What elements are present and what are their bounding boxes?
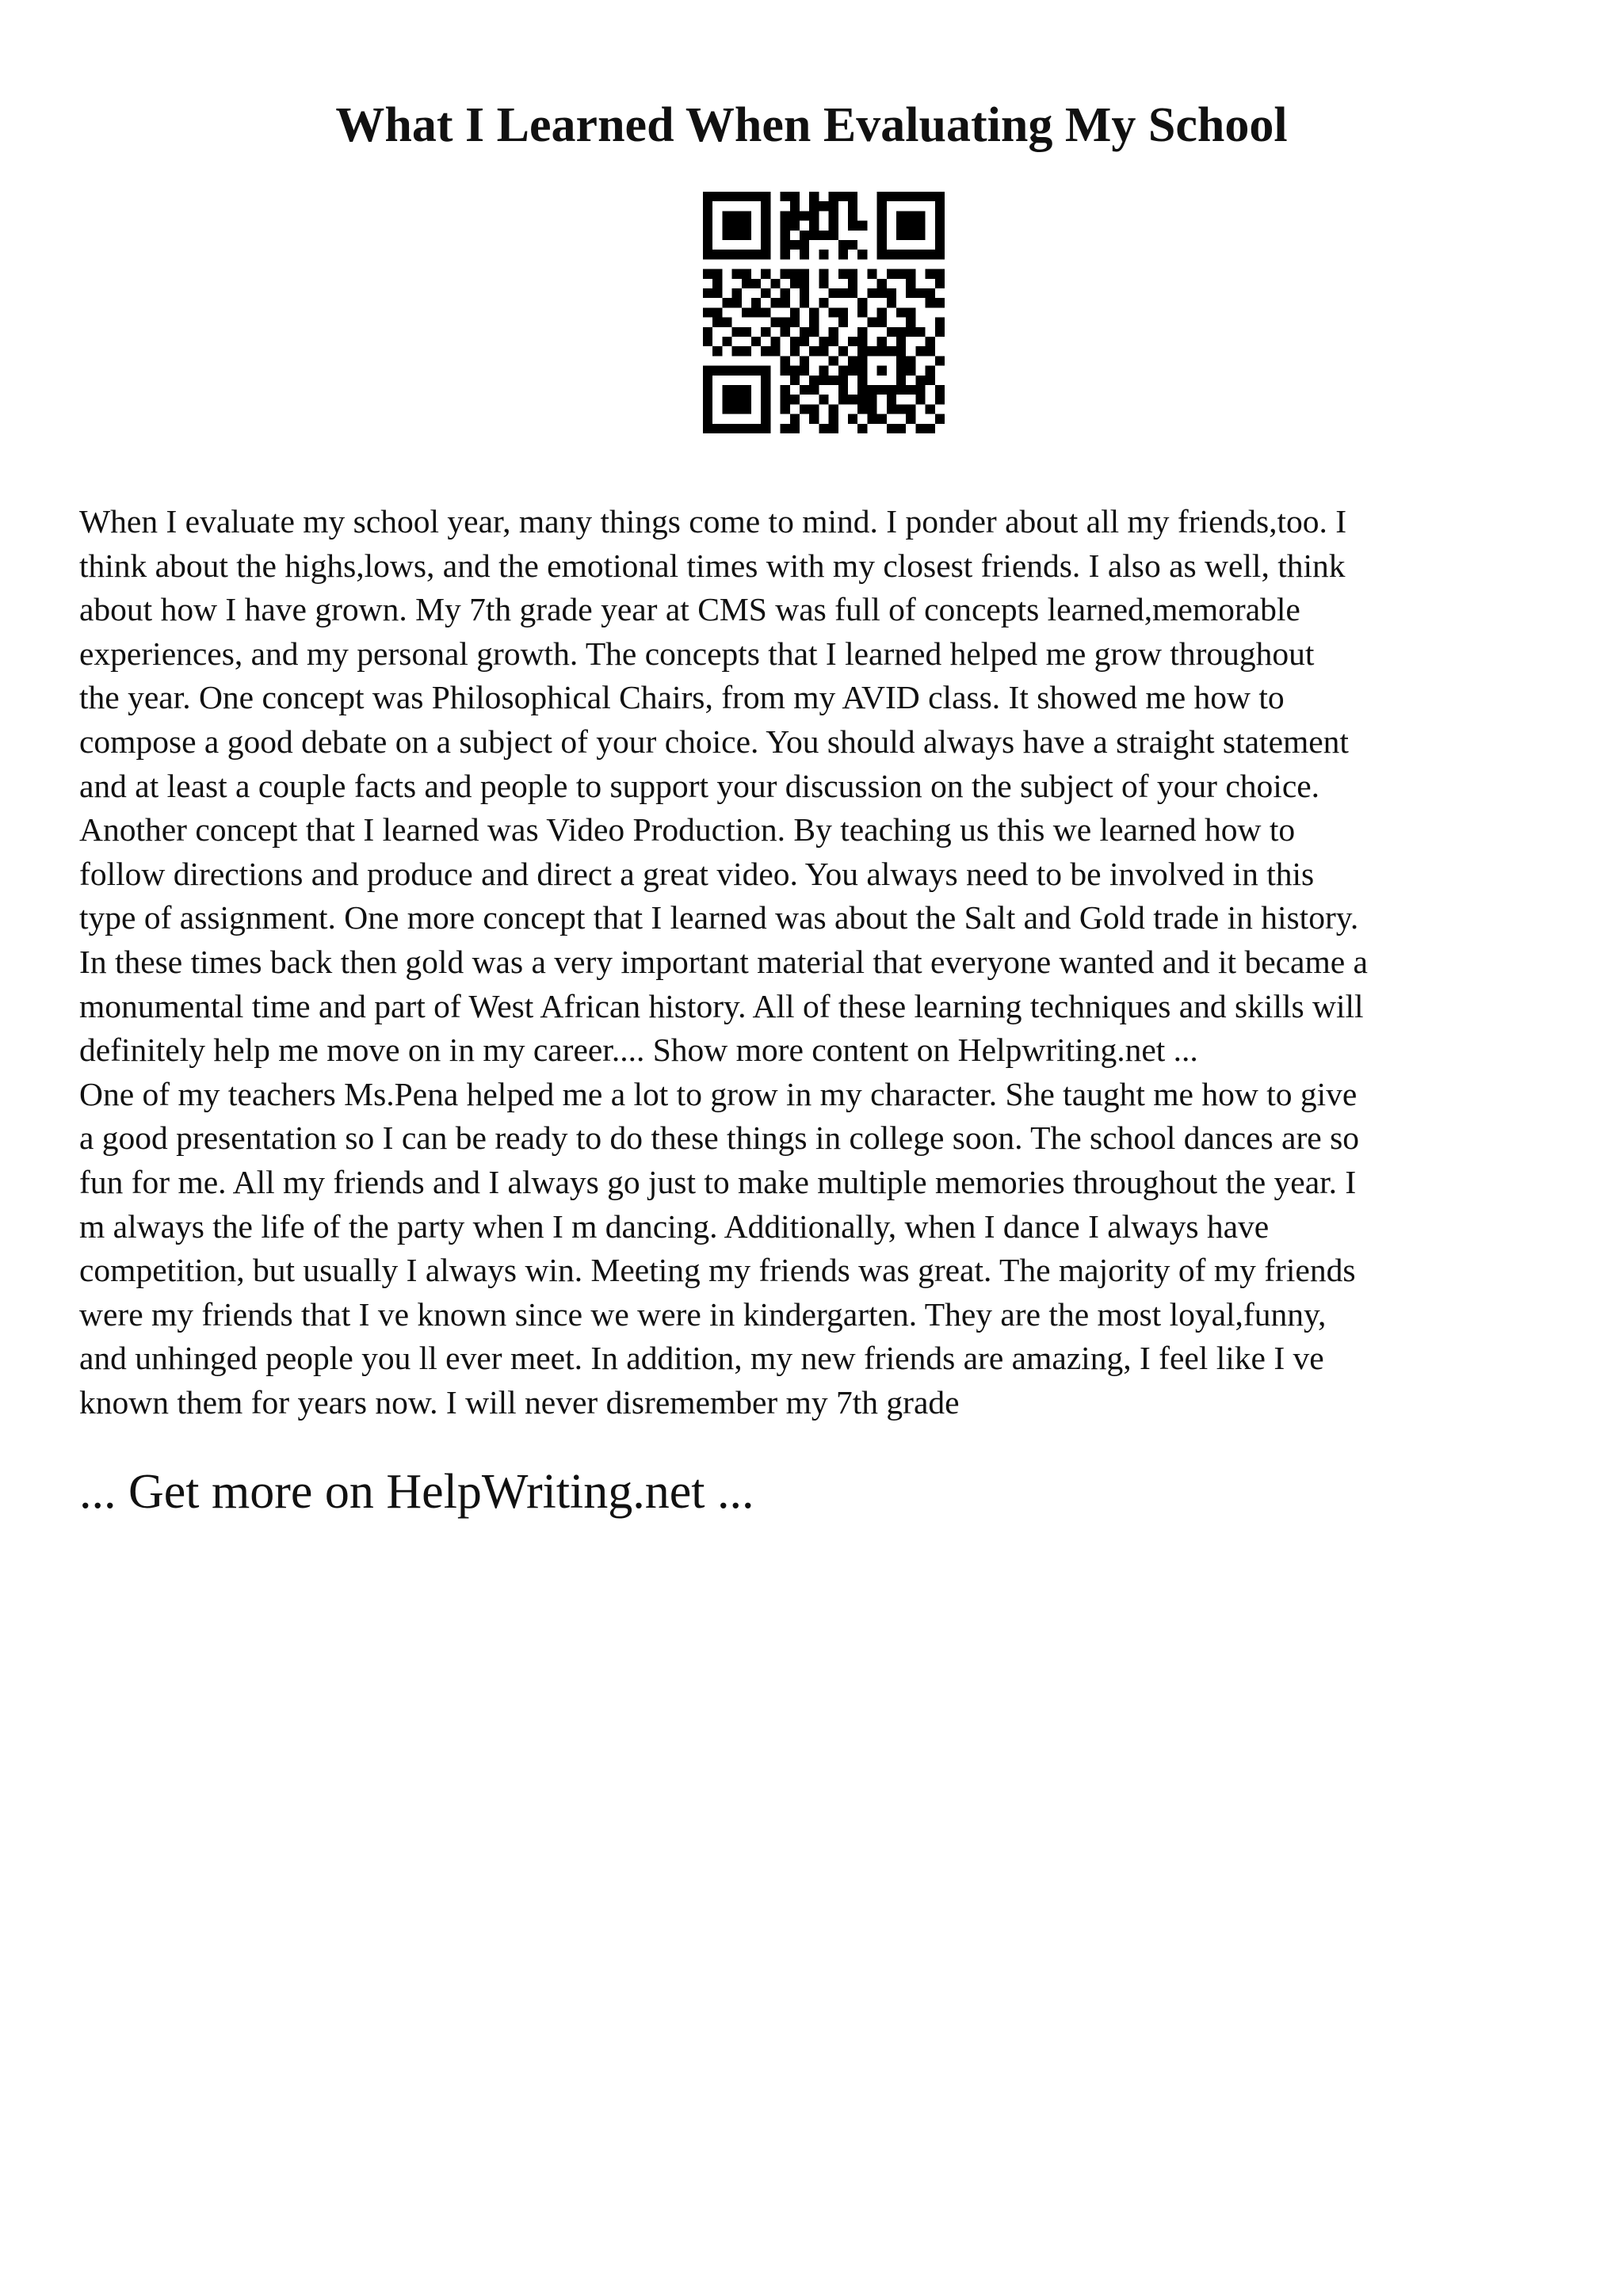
- paragraph-1: [79, 500, 1545, 1073]
- text-line: think about the highs,lows, and the emotional times with my closest friends. I also as well, think: [79, 547, 1346, 584]
- qr-code: [703, 192, 945, 433]
- text-line: When I evaluate my school year, many things come to mind. I ponder about all my friends,too. I: [79, 503, 1347, 540]
- text-line: about how I have grown. My 7th grade year at CMS was full of concepts learned,memorable: [79, 591, 1300, 628]
- text-line: Another concept that I learned was Video Production. By teaching us this we learned how to: [79, 811, 1296, 849]
- text-line: compose a good debate on a subject of your choice. You should always have a straight statement: [79, 723, 1349, 760]
- text-line: type of assignment. One more concept that I learned was about the Salt and Gold trade in history.: [79, 899, 1359, 936]
- text-line: known them for years now. I will never disremember my 7th grade: [79, 1383, 960, 1421]
- document-title: What I Learned When Evaluating My School: [335, 98, 1288, 152]
- text-line: m always the life of the party when I m dancing. Additionally, when I dance I always have: [79, 1207, 1270, 1245]
- text-line: the year. One concept was Philosophical Chairs, from my AVID class. It showed me how to: [79, 679, 1285, 716]
- text-line: a good presentation so I can be ready to do these things in college soon. The school dances are so: [79, 1119, 1359, 1157]
- text-line: monumental time and part of West African history. All of these learning techniques and skills will: [79, 987, 1364, 1024]
- get-more-link[interactable]: ... Get more on HelpWriting.net ...: [79, 1465, 754, 1519]
- text-line: In these times back then gold was a very important material that everyone wanted and it became a: [79, 943, 1368, 980]
- text-line: One of my teachers Ms.Pena helped me a lot to grow in my character. She taught me how to give: [79, 1075, 1358, 1112]
- paragraph-2: [79, 1073, 1545, 1425]
- text-line: competition, but usually I always win. Meeting my friends was great. The majority of my friends: [79, 1252, 1356, 1289]
- text-line: follow directions and produce and direct a great video. You always need to be involved in this: [79, 855, 1315, 892]
- text-line: and at least a couple facts and people to support your discussion on the subject of your choice.: [79, 767, 1320, 804]
- essay-body: [79, 500, 1545, 1425]
- text-line: and unhinged people you ll ever meet. In addition, my new friends are amazing, I feel like I ve: [79, 1340, 1324, 1377]
- text-line: experiences, and my personal growth. The concepts that I learned helped me grow throughout: [79, 635, 1315, 672]
- text-line: definitely help me move on in my career.... Show more content on Helpwriting.net ...: [79, 1032, 1198, 1069]
- text-line: were my friends that I ve known since we were in kindergarten. They are the most loyal,funny,: [79, 1295, 1327, 1333]
- text-line: fun for me. All my friends and I always go just to make multiple memories throughout the year. I: [79, 1163, 1357, 1200]
- qr-code-image: [703, 192, 945, 433]
